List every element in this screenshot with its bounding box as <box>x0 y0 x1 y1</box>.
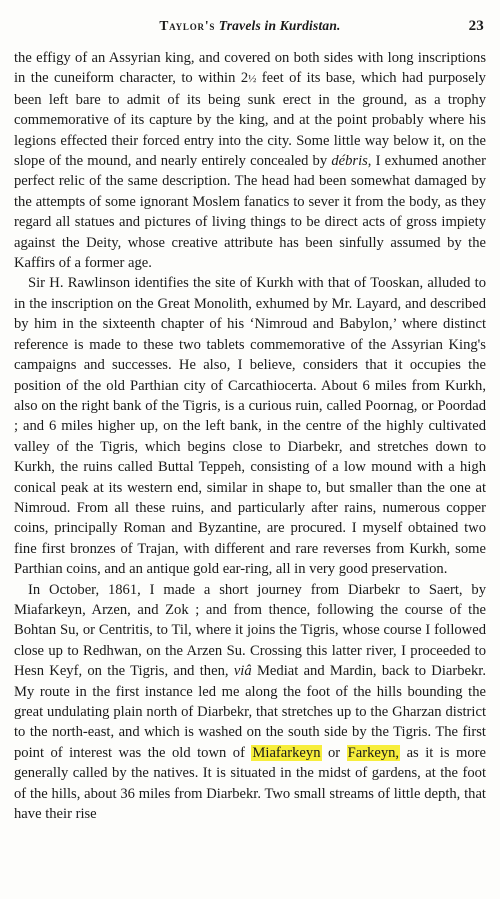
page-number: 23 <box>468 18 484 34</box>
paragraph <box>14 580 486 825</box>
text-run: , I exhumed another perfect relic of the same description. The head had been somewhat damaged by the attempts of some ignorant Moslem fanatics to sever it from the body, as they regard all statues and pictures of living things to be direct acts of gross impiety against the Deity, whose creative attribute has been sinfully assumed by the Kaffirs of a former age. <box>14 153 486 272</box>
running-title <box>14 18 486 34</box>
fraction: ½ <box>248 73 257 86</box>
text-run: or <box>321 744 347 761</box>
text-run: feet of its base, which had purposely been left bare to admit of its being sunk erect in the ground, as a trophy commemorative of its capture by the king, and at the point probably where his legions effected their forced entry into the city. Some little way below it, on the slope of the mound, and nearly entirely concealed by <box>14 70 486 170</box>
paragraph <box>14 48 486 273</box>
italic-term: débris <box>331 153 368 170</box>
highlighted-term: Farkeyn, <box>347 744 400 761</box>
text-run: the effigy of an Assyrian king, and covered on both sides with long inscriptions in the cuneiform character, to within 2 <box>14 50 486 87</box>
text-run: In October, 1861, I made a short journey from Diarbekr to Saert, by Miafarkeyn, Arzen, and Zok ; and from thence, following the course of the Bohtan Su, or Centritis, to Til, where it joins the Tigris, whose course I followed close up to Redhwan, on the Arzen Su. Crossing this latter river, I proceeded to Hesn Keyf, on the Tigris, and then, <box>14 581 486 680</box>
running-head <box>14 18 486 38</box>
text-run: Mediat and Mardin, back to Diarbekr. My route in the first instance led me along the foot of the hills bounding the great undulating plain north of Diarbekr, that stretches up to the Gharzan district to the north-east, and which is washed on the south side by the Tigris. The first point of interest was the old town of <box>14 663 486 761</box>
body-text <box>14 48 486 824</box>
running-title-work: Travels in Kurdistan. <box>218 18 341 33</box>
text-run: Sir H. Rawlinson identifies the site of Kurkh with that of Tooskan, alluded to in the inscription on the Great Monolith, exhumed by Mr. Layard, and described by him in the sixteenth chapter of his ‘Nimroud and Babylon,’ where distinct reference is made to these two tablets commemorative of the Assyrian King's campaigns and successes. He also, I believe, considers that it occupies the position of the old Parthian city of Carcathiocerta. About 6 miles from Kurkh, also on the right bank of the Tigris, is a curious ruin, called Poornag, or Poordad ; and 6 miles higher up, on the left bank, in the centre of the highly cultivated valley of the Tigris, which begins close to Diarbekr, and stretches down to Kurkh, the ruins called Buttal Teppeh, consisting of a low mound with a high conical peak at its western end, similar in shape to, but smaller than the one at Nimroud. From all these ruins, and particularly after rains, numerous copper coins, principally Roman and Byzantine, are procured. I myself obtained two fine first bronzes of Trajan, with different and rare reverses from Kurkh, some Parthian coins, and an antique gold ear-ring, all in very good preservation. <box>14 275 486 578</box>
italic-term: viâ <box>233 663 252 680</box>
paragraph <box>14 273 486 579</box>
highlighted-term: Miafarkeyn <box>252 744 321 761</box>
running-title-author: Taylor's <box>159 18 216 33</box>
text-run: as it is more generally called by the natives. It is situated in the midst of gardens, at the foot of the hills, about 36 miles from Diarbekr. Two small streams of little depth, that have their rise <box>14 744 486 823</box>
